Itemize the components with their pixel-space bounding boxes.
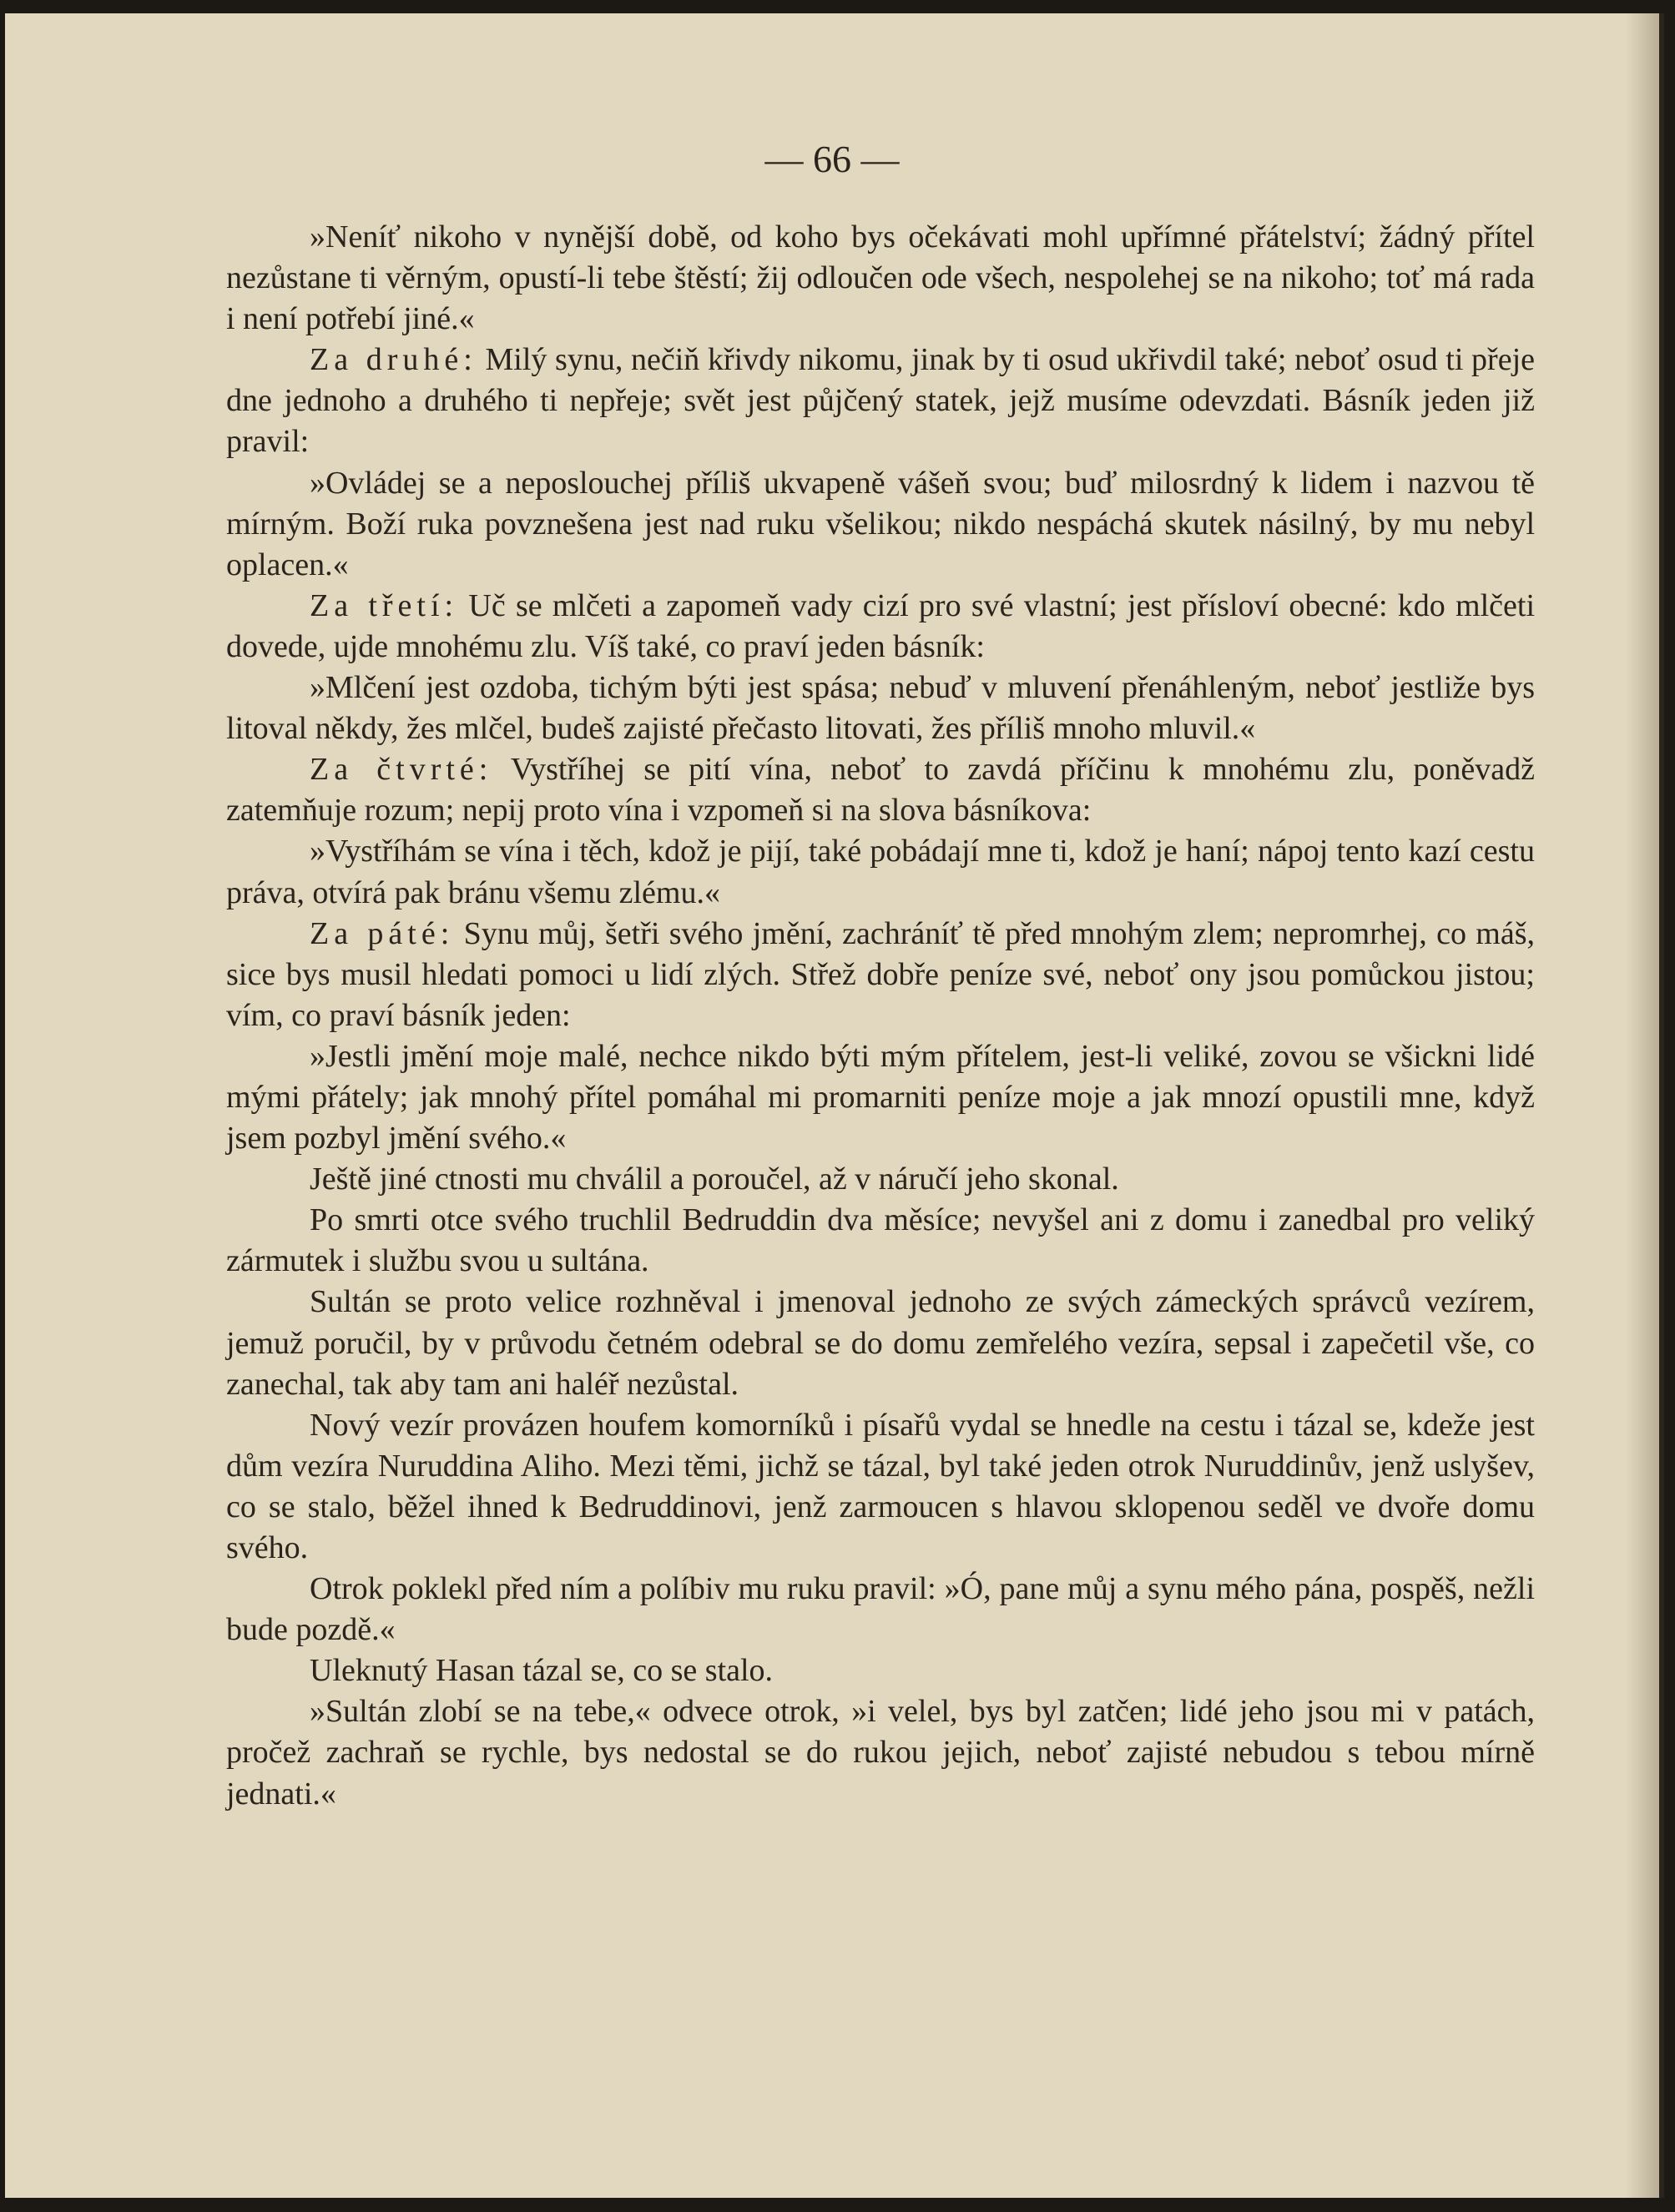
- paragraph-6: Za čtvrté: Vystříhej se pití vína, neboť to zavdá příčinu k mnohému zlu, poněvadž zatemňuje rozum; nepij proto vína i vzpomeň si na slova básníkova:: [226, 752, 1535, 829]
- paragraph-14: Otrok poklekl před ním a políbiv mu ruku pravil: »Ó, pane můj a synu mého pána, pospěš, nežli bude pozdě.«: [226, 1571, 1535, 1648]
- section-lead-third: Za třetí:: [310, 587, 459, 623]
- paragraph-4: Za třetí: Uč se mlčeti a zapomeň vady cizí pro své vlastní; jest přísloví obecné: kdo mlčeti dovede, ujde mnohému zlu. Víš také, co praví jeden básník:: [226, 587, 1535, 664]
- paragraph-15: Uleknutý Hasan tázal se, co se stalo.: [310, 1653, 774, 1689]
- paragraph-13: Nový vezír provázen houfem komorníků i písařů vydal se hnedle na cestu i tázal se, kdeže jest dům vezíra Nuruddina Aliho. Mezi těmi, jichž se tázal, byl také jeden otrok Nuruddinův, jenž uslyšev, co se stalo, běžel ihned k Bedruddinovi, jenž zarmoucen s hlavou sklopenou seděl ve dvoře domu svého.: [226, 1407, 1535, 1565]
- paragraph-16: »Sultán zlobí se na tebe,« odvece otrok, »i velel, bys byl zatčen; lidé jeho jsou mi v patách, pročež zachraň se rychle, bys nedostal se do rukou jejich, neboť zajisté nebudou s tebou mírně jednati.«: [226, 1694, 1535, 1811]
- paragraph-7: »Vystříhám se vína i těch, kdož je pijí, také pobádají mne ti, kdož je haní; nápoj tento kazí cestu práva, otvírá pak bránu všemu zlému.«: [226, 834, 1535, 910]
- spine-shadow: [1626, 13, 1659, 2198]
- paragraph-10: Ještě jiné ctnosti mu chválil a poroučel, až v náručí jeho skonal.: [310, 1161, 1119, 1197]
- book-page: [5, 13, 1664, 2198]
- section-lead-fourth: Za čtvrté:: [310, 752, 493, 788]
- page-number: — 66 —: [764, 138, 900, 180]
- paragraph-3: »Ovládej se a neposlouchej příliš ukvapeně vášeň svou; buď milosrdný k lidem i nazvou tě mírným. Boží ruka povznešena jest nad ruku všelikou; nikdo nespáchá skutek násilný, by mu nebyl oplacen.«: [226, 465, 1535, 582]
- paragraph-5: »Mlčení jest ozdoba, tichým býti jest spása; nebuď v mluvení přenáhleným, neboť jestliže bys litoval někdy, žes mlčel, budeš zajisté přečasto litovati, žes příliš mnoho mluvil.«: [226, 670, 1535, 747]
- paragraph-12: Sultán se proto velice rozhněval i jmenoval jednoho ze svých zámeckých správců vezírem, jemuž poručil, by v průvodu četném odebral se do domu zemřelého vezíra, sepsal i zapečetil vše, co zanechal, tak aby tam ani haléř nezůstal.: [226, 1284, 1535, 1402]
- paragraph-8: Za páté: Synu můj, šetři svého jmění, zachráníť tě před mnohým zlem; nepromrhej, co máš, sice bys musil hledati pomoci u lidí zlých. Střež dobře peníze své, neboť ony jsou pomůckou jistou; vím, co praví básník jeden:: [226, 915, 1535, 1033]
- paragraph-2: Za druhé: Milý synu, nečiň křivdy nikomu, jinak by ti osud ukřivdil také; neboť osud ti přeje dne jednoho a druhého ti nepřeje; svět jest půjčený statek, jejž musíme odevzdati. Básník jeden již pravil:: [226, 342, 1536, 460]
- section-lead-fifth: Za páté:: [310, 915, 455, 951]
- section-lead-second: Za druhé:: [310, 342, 477, 378]
- paragraph-11: Po smrti otce svého truchlil Bedruddin dva měsíce; nevyšel ani z domu i zanedbal pro veliký zármutek i službu svou u sultána.: [226, 1202, 1535, 1279]
- paragraph-9: »Jestli jmění moje malé, nechce nikdo býti mým přítelem, jest-li veliké, zovou se všickni lidé mými přátely; jak mnohý přítel pomáhal mi promarniti peníze moje a jak mnozí opustili mne, když jsem pozbyl jmění svého.«: [226, 1038, 1535, 1156]
- body-text: [226, 217, 1535, 1815]
- paragraph-1: »Neníť nikoho v nynější době, od koho bys očekávati mohl upřímné přátelství; žádný přítel nezůstane ti věrným, opustí-li tebe štěstí; žij odloučen ode všech, nespolehej se na nikoho; toť má rada i není potřebí jiné.«: [226, 219, 1535, 337]
